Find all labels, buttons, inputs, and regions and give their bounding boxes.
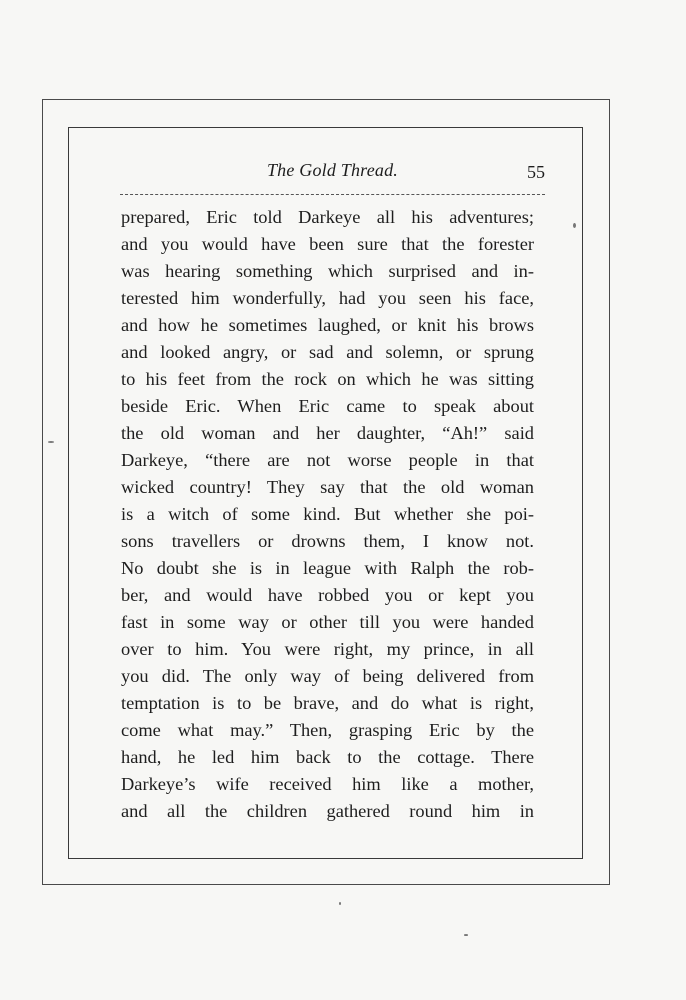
- text-line: you did. The only way of being delivered from: [121, 666, 534, 686]
- text-line: temptation is to be brave, and do what is right,: [121, 693, 534, 713]
- text-line: and how he sometimes laughed, or knit his brows: [121, 315, 534, 335]
- running-head: [120, 160, 545, 186]
- text-line: and looked angry, or sad and solemn, or sprung: [121, 342, 534, 362]
- running-title: The Gold Thread.: [266, 160, 399, 180]
- scan-speck: [339, 902, 341, 905]
- text-line: come what may.” Then, grasping Eric by the: [121, 720, 534, 740]
- text-line: terested him wonderfully, had you seen his face,: [121, 288, 534, 308]
- text-line: to his feet from the rock on which he was sitting: [121, 369, 534, 389]
- text-line: was hearing something which surprised and in-: [121, 261, 534, 281]
- text-line: beside Eric. When Eric came to speak about: [121, 396, 534, 416]
- text-line: and you would have been sure that the forester: [121, 234, 534, 254]
- text-line: Darkeye’s wife received him like a mother,: [121, 774, 534, 794]
- text-line: Darkeye, “there are not worse people in that: [121, 450, 534, 470]
- text-line: ber, and would have robbed you or kept you: [121, 585, 534, 605]
- text-line: sons travellers or drowns them, I know not.: [121, 531, 534, 551]
- text-line: fast in some way or other till you were handed: [121, 612, 534, 632]
- scan-speck: [464, 934, 468, 936]
- scan-speck: [48, 441, 54, 443]
- text-line: over to him. You were right, my prince, in all: [121, 639, 534, 659]
- text-line: hand, he led him back to the cottage. There: [121, 747, 534, 767]
- text-line: and all the children gathered round him in: [121, 801, 534, 821]
- text-line: prepared, Eric told Darkeye all his adventures;: [121, 207, 534, 227]
- text-line: is a witch of some kind. But whether she poi-: [121, 504, 534, 524]
- text-line: No doubt she is in league with Ralph the rob-: [121, 558, 534, 578]
- text-line: the old woman and her daughter, “Ah!” said: [121, 423, 534, 443]
- body-text: [121, 204, 534, 825]
- page-number: 55: [527, 162, 545, 182]
- scan-speck: [573, 223, 576, 228]
- header-rule: [120, 194, 545, 195]
- text-line: wicked country! They say that the old woman: [121, 477, 534, 497]
